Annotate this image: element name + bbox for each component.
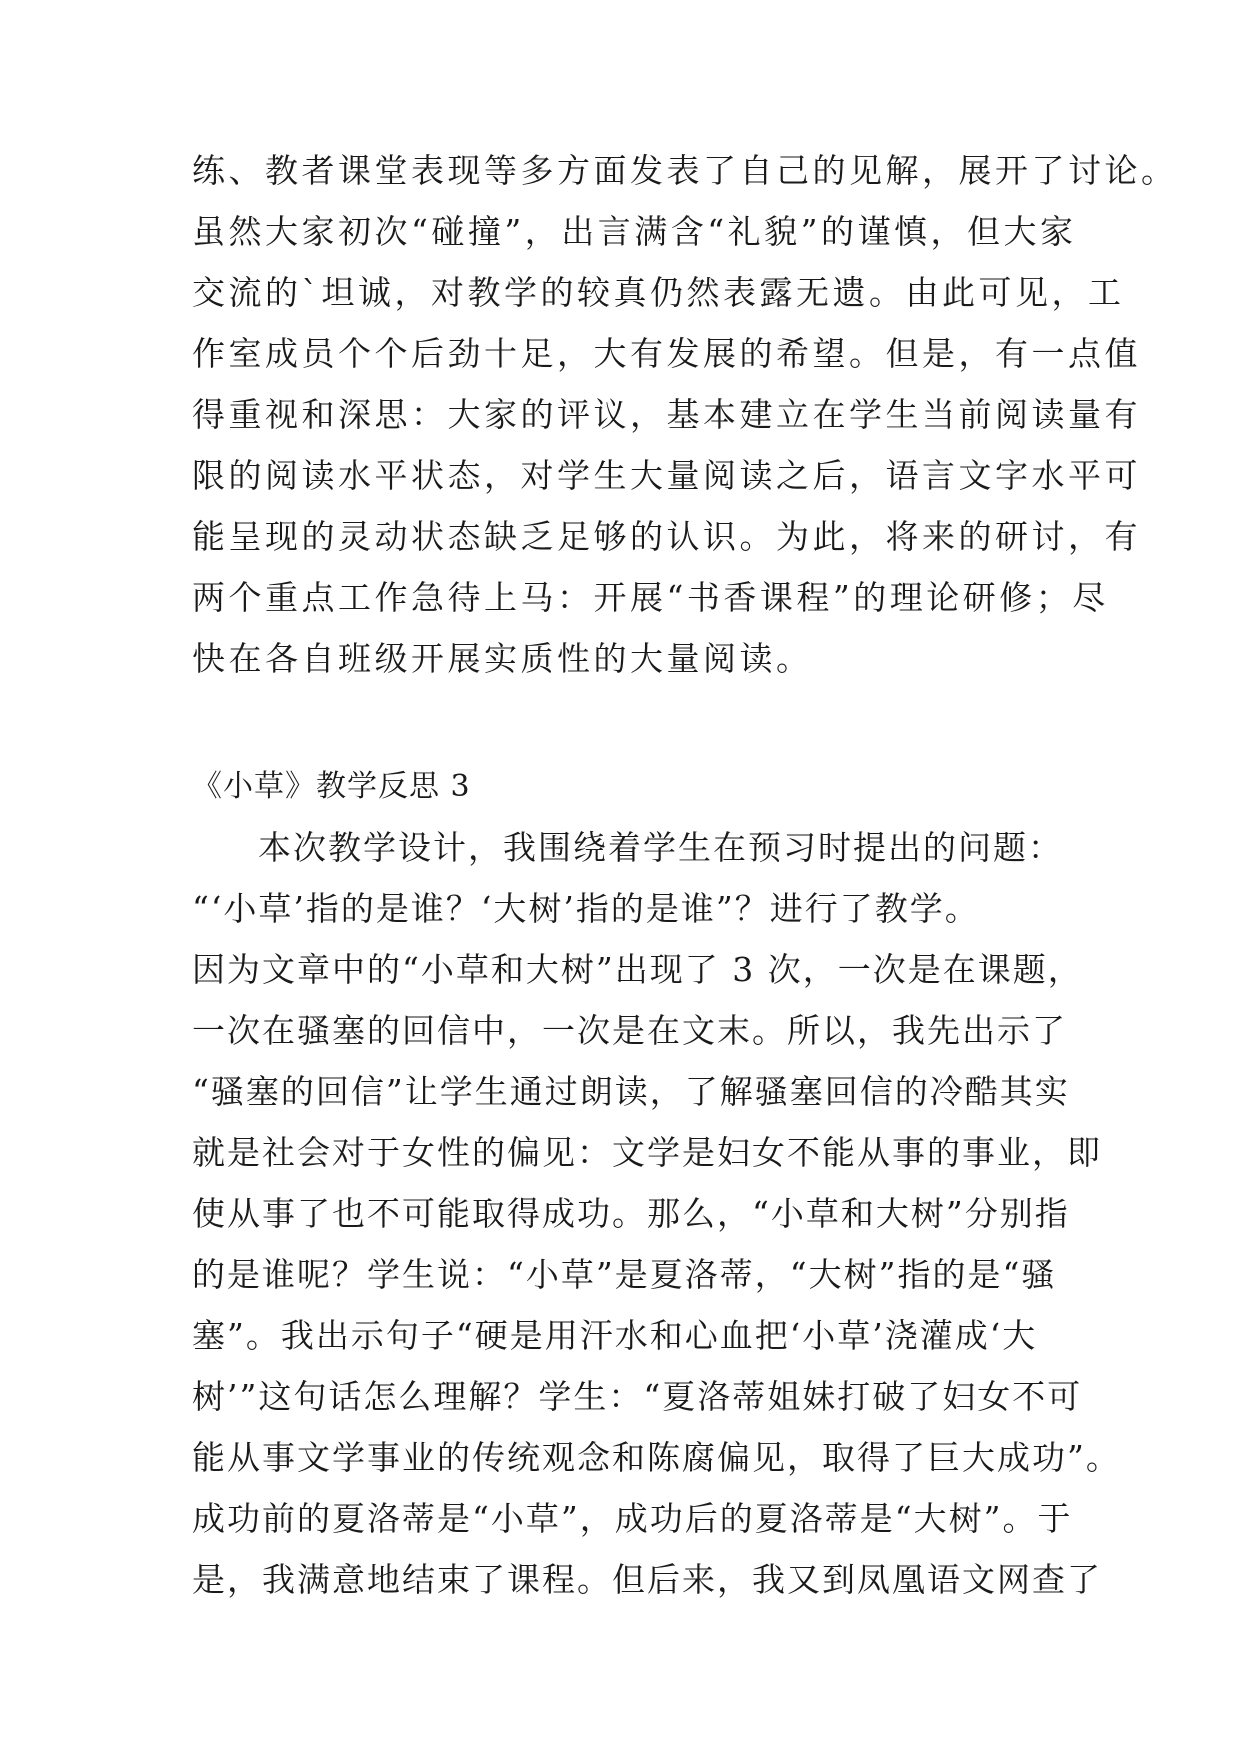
paragraph-line: 作室成员个个后劲十足，大有发展的希望。但是，有一点值 <box>192 334 1141 373</box>
section-heading: 《小草》教学反思 3 <box>192 769 471 804</box>
section-two <box>192 757 1121 1610</box>
paragraph-line: “‘小草’指的是谁？‘大树’指的是谁”？进行了教学。 <box>192 889 980 928</box>
paragraph-line: 是，我满意地结束了课程。但后来，我又到凤凰语文网查了 <box>192 1560 1102 1599</box>
paragraph-line: 的是谁呢？学生说：“小草”是夏洛蒂，“大树”指的是“骚 <box>192 1255 1057 1294</box>
paragraph-line: 交流的`坦诚，对教学的较真仍然表露无遗。由此可见，工 <box>192 273 1125 312</box>
paragraph-line: 练、教者课堂表现等多方面发表了自己的见解，展开了讨论。 <box>192 151 1178 190</box>
paragraph-line: 成功前的夏洛蒂是“小草”，成功后的夏洛蒂是“大树”。于 <box>192 1499 1073 1538</box>
document-page <box>192 140 1178 1610</box>
paragraph-line: 得重视和深思：大家的评议，基本建立在学生当前阅读量有 <box>192 395 1141 434</box>
paragraph-line: 两个重点工作急待上马：开展“书香课程”的理论研修；尽 <box>192 578 1109 617</box>
paragraph-line: 塞”。我出示句子“硬是用汗水和心血把‘小草’浇灌成‘大 <box>192 1316 1038 1355</box>
paragraph-line: 就是社会对于女性的偏见：文学是妇女不能从事的事业，即 <box>192 1133 1102 1172</box>
paragraph-line: 限的阅读水平状态，对学生大量阅读之后，语言文字水平可 <box>192 456 1141 495</box>
paragraph-line: 使从事了也不可能取得成功。那么，“小草和大树”分别指 <box>192 1194 1070 1233</box>
paragraph-line: 树’”这句话怎么理解？学生：“夏洛蒂姐妹打破了妇女不可 <box>192 1377 1083 1416</box>
section-one <box>192 140 1178 689</box>
paragraph-line: 本次教学设计，我围绕着学生在预习时提出的问题： <box>258 828 1063 867</box>
paragraph-line: 能呈现的灵动状态缺乏足够的认识。为此，将来的研讨，有 <box>192 517 1141 556</box>
paragraph-line: “骚塞的回信”让学生通过朗读，了解骚塞回信的冷酷其实 <box>192 1072 1070 1111</box>
paragraph-line: 快在各自班级开展实质性的大量阅读。 <box>192 639 813 678</box>
paragraph-line: 能从事文学事业的传统观念和陈腐偏见，取得了巨大成功”。 <box>192 1438 1121 1477</box>
paragraph-line: 虽然大家初次“碰撞”，出言满含“礼貌”的谨慎，但大家 <box>192 212 1077 251</box>
section-spacer <box>192 689 1072 757</box>
paragraph-line: 因为文章中的“小草和大树”出现了 3 次，一次是在课题， <box>192 950 1083 989</box>
paragraph-line: 一次在骚塞的回信中，一次是在文末。所以，我先出示了 <box>192 1011 1067 1050</box>
